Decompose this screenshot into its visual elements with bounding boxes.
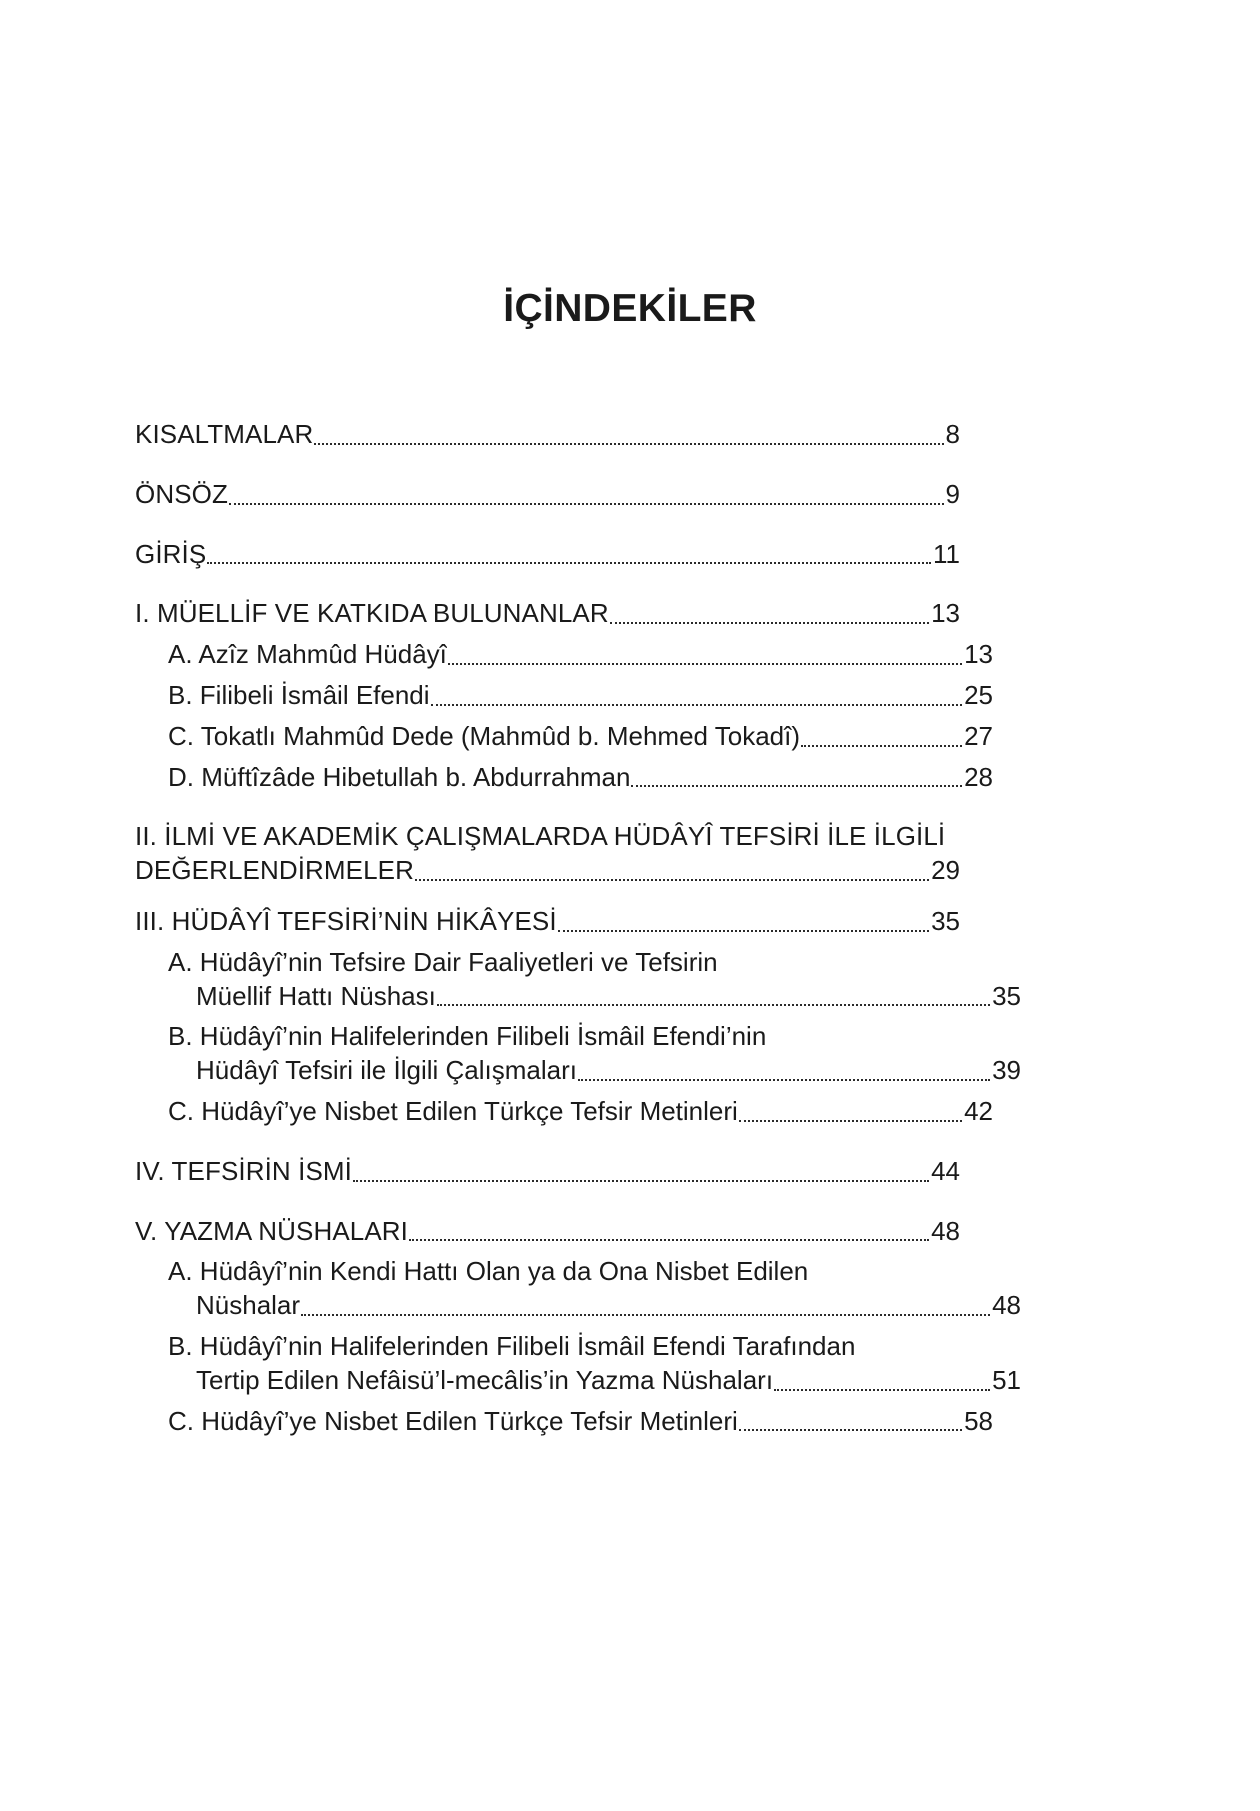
toc-entry-line [168,1255,993,1289]
toc-page-number: 28 [964,761,993,792]
toc-entry[interactable] [135,905,960,939]
toc-leader-dots [437,1004,990,1006]
toc-entry-line [168,761,993,795]
toc-leader-dots [301,1314,990,1316]
toc-entry[interactable] [135,1405,993,1439]
toc-leader-dots [415,879,929,881]
toc-entry-label: IV. TEFSİRİN İSMİ [135,1155,352,1186]
toc-page-number: 13 [931,598,960,629]
toc-leader-dots [739,1120,962,1122]
toc-leader-dots [353,1180,929,1182]
toc-entry[interactable] [135,597,960,631]
toc-entry-line [135,478,960,512]
toc-page-number: 51 [992,1364,1021,1395]
toc-leader-dots [631,785,962,787]
toc-entry[interactable] [135,538,960,572]
toc-entry-line [135,905,960,939]
toc-page-number: 44 [931,1155,960,1186]
toc-entry-line [135,418,960,452]
toc-entry-line [168,1405,993,1439]
toc-entry[interactable] [135,820,960,888]
toc-entry[interactable] [135,1095,993,1129]
toc-leader-dots [578,1079,990,1081]
toc-entry-line [196,1364,1021,1398]
toc-entry-label: ÖNSÖZ [135,478,228,509]
toc-entry[interactable] [135,946,1021,1014]
toc-leader-dots [448,663,962,665]
toc-entry-label: I. MÜELLİF VE KATKIDA BULUNANLAR [135,598,609,629]
toc-page-number: 13 [964,639,993,670]
page-title: İÇİNDEKİLER [503,287,757,330]
toc-entry-line [196,980,1021,1014]
toc-page-number: 48 [931,1215,960,1246]
toc-entry-label: GİRİŞ [135,538,207,569]
toc-entry[interactable] [135,1020,1021,1088]
toc-entry-label: II. İLMİ VE AKADEMİK ÇALIŞMALARDA HÜDÂYÎ TEFSİRİ İLE İLGİLİ [135,821,946,852]
toc-leader-dots [314,443,943,445]
toc-entry-label: Tertip Edilen Nefâisü’l-mecâlis’in Yazma Nüshaları [196,1364,774,1395]
toc-page-number: 8 [945,419,960,449]
toc-entry[interactable] [135,1255,1021,1323]
toc-page-number: 39 [992,1055,1021,1086]
toc-entry-line [168,1095,993,1129]
toc-entry-label: C. Tokatlı Mahmûd Dede (Mahmûd b. Mehmed Tokadî) [168,720,800,751]
toc-page-number: 9 [945,478,960,509]
toc-entry-label: Hüdâyî Tefsiri ile İlgili Çalışmaları [196,1055,577,1086]
toc-leader-dots [558,930,929,932]
toc-entry-label: D. Müftîzâde Hibetullah b. Abdurrahman [168,761,631,792]
toc-entry-label: B. Hüdâyî’nin Halifelerinden Filibeli İsmâil Efendi Tarafından [168,1330,856,1361]
toc-leader-dots [801,745,962,747]
toc-leader-dots [774,1389,990,1391]
toc-entry[interactable] [135,638,993,672]
toc-entry[interactable] [135,478,960,512]
toc-page-number: 11 [933,538,960,569]
toc-entry-line [168,946,993,980]
toc-entry-label: III. HÜDÂYÎ TEFSİRİ’NİN HİKÂYESİ [135,905,557,936]
toc-entry-line [196,1289,1021,1323]
toc-page-number: 35 [931,905,960,936]
toc-entry-line [196,1054,1021,1088]
toc-entry[interactable] [135,418,960,452]
toc-leader-dots [229,503,944,505]
toc-leader-dots [739,1429,962,1431]
toc-entry-line [168,720,993,754]
toc-entry-label: B. Filibeli İsmâil Efendi [168,679,430,710]
toc-leader-dots [431,704,963,706]
toc-entry-label: Nüshalar [196,1290,301,1321]
toc-entry-label: Müellif Hattı Nüshası [196,980,436,1011]
toc-entry[interactable] [135,720,993,754]
toc-page-number: 29 [931,855,960,886]
toc-entry-label: KISALTMALAR [135,419,314,449]
toc-entry[interactable] [135,761,993,795]
toc-entry[interactable] [135,679,993,713]
toc-entry-label: B. Hüdâyî’nin Halifelerinden Filibeli İsmâil Efendi’nin [168,1021,767,1052]
toc-entry-label: A. Hüdâyî’nin Tefsire Dair Faaliyetleri ve Tefsirin [168,946,718,977]
toc-entry-line [168,638,993,672]
toc-entry-line [135,820,960,854]
toc-leader-dots [610,622,929,624]
toc-entry[interactable] [135,1330,1021,1398]
toc-leader-dots [409,1239,929,1241]
toc-leader-dots [207,562,931,564]
toc-entry-line [135,1215,960,1249]
toc-entry-line [168,1020,993,1054]
toc-page-number: 48 [992,1290,1021,1321]
toc-entry[interactable] [135,1155,960,1189]
toc-entry[interactable] [135,1215,960,1249]
toc-entry-label: A. Azîz Mahmûd Hüdâyî [168,639,447,670]
toc-page-number: 35 [992,980,1021,1011]
toc-page-number: 58 [964,1405,993,1436]
toc-entry-line [135,854,960,888]
toc-page-number: 25 [964,679,993,710]
toc-entry-line [168,679,993,713]
toc-entry-list [135,418,1021,1445]
toc-entry-label: V. YAZMA NÜSHALARI [135,1215,408,1246]
toc-entry-line [135,1155,960,1189]
toc-page-number: 42 [964,1095,993,1126]
toc-entry-line [135,597,960,631]
toc-entry-line [168,1330,993,1364]
toc-page-number: 27 [964,720,993,751]
toc-entry-label: DEĞERLENDİRMELER [135,855,414,886]
toc-entry-label: C. Hüdâyî’ye Nisbet Edilen Türkçe Tefsir Metinleri [168,1405,738,1436]
toc-entry-label: A. Hüdâyî’nin Kendi Hattı Olan ya da Ona Nisbet Edilen [168,1256,809,1287]
toc-entry-label: C. Hüdâyî’ye Nisbet Edilen Türkçe Tefsir Metinleri [168,1095,738,1126]
toc-entry-line [135,538,960,572]
